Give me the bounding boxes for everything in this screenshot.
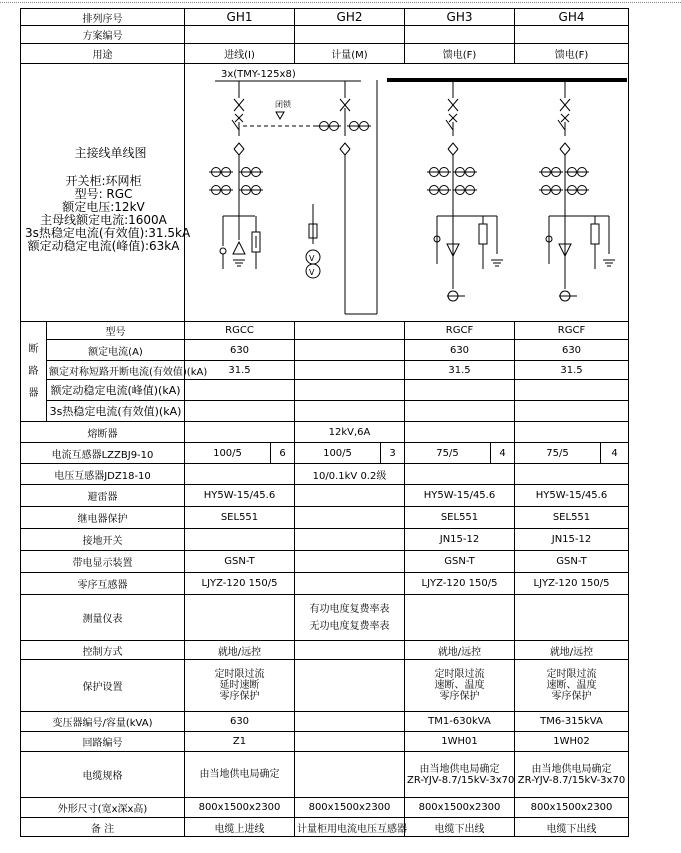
column-use: 馈电(F) [405,44,515,64]
column-id: GH2 [295,9,405,26]
row-label: 3s热稳定电流(有效值)(kA) [47,401,185,422]
feeder-gh4 [539,80,615,301]
row-label: 测量仪表 [21,595,185,641]
column-id: GH1 [185,9,295,26]
row-sequence [21,9,629,26]
row-label: 避雷器 [21,485,185,507]
row-label: 额定电流(A) [47,340,185,361]
row-remarks: 备 注 电缆上进线 计量柜用电流电压互感器 电缆下出线 电缆下出线 [21,818,629,837]
column-id: GH3 [405,9,515,26]
info-line: 主母线额定电流:1600A [40,213,167,227]
info-line: 额定电压:12kV [62,200,145,214]
row-label: 用途 [21,44,185,64]
breaker-row [21,401,629,422]
row-label: 控制方式 [21,641,185,660]
row-label: 备 注 [21,818,185,837]
row-label: 电压互感器JDZ18-10 [21,464,185,485]
row-label: 接地开关 [21,529,185,551]
row-label: 继电器保护 [21,507,185,529]
row-label: 方案编号 [21,26,185,44]
breaker-row: 额定对称短路开断电流(有效值)(kA) 31.5 31.5 31.5 [21,361,629,380]
info-line: 开关柜:环网柜 [65,174,142,188]
breaker-row: 断 路 器 型号 RGCC RGCF RGCF [21,322,629,340]
row-live-indicator: 带电显示装置 GSN-T GSN-T GSN-T [21,551,629,573]
row-current-transformer: 电流互感器LZZBJ9-10 100/5 6 100/5 3 75/5 4 75/5 4 [21,443,629,464]
row-voltage-transformer: 电压互感器JDZ18-10 10/0.1kV 0.2级 [21,464,629,485]
feeder-gh2 [306,80,377,314]
row-arrester: 避雷器 HY5W-15/45.6 HY5W-15/45.6 HY5W-15/45.6 [21,485,629,507]
row-label: 电缆规格 [21,752,185,798]
single-line-diagram-cell [185,64,629,322]
interlock-icon [276,112,284,119]
row-label: 排列序号 [21,9,185,26]
row-label: 带电显示装置 [21,551,185,573]
row-label: 变压器编号/容量(kVA) [21,712,185,732]
info-line: 额定动稳定电流(峰值):63kA [27,239,180,253]
diagram-title: 主接线单线图 [74,146,147,160]
svg-text:V: V [309,254,315,263]
svg-text:V: V [309,268,315,277]
row-control: 控制方式 就地/远控 就地/远控 就地/远控 [21,641,629,660]
page-top-dotted-line [0,2,681,3]
row-label: 零序互感器 [21,573,185,595]
row-label: 额定对称短路开断电流(有效值)(kA) [47,361,185,380]
info-line: 3s热稳定电流(有效值):31.5kA [25,226,191,240]
row-meter: 测量仪表 有功电度复费率表 无功电度复费率表 [21,595,629,641]
feeder-gh3 [427,80,503,301]
row-label: 型号 [47,322,185,340]
row-scheme [21,26,629,44]
single-line-diagram [185,64,629,321]
breaker-side-label: 断 路 器 [21,322,47,422]
row-protection: 保护设置 定时限过流 延时速断 零序保护 定时限过流 速断、温度 零序保护 定时限过流 速断、温度 零序保护 [21,660,629,712]
row-cable: 电缆规格 由当地供电局确定 由当地供电局确定 ZR-YJV-8.7/15kV-3x70 由当地供电局确定 ZR-YJV-8.7/15kV-3x70 [21,752,629,798]
row-label: 保护设置 [21,660,185,712]
column-id: GH4 [515,9,629,26]
row-label: 熔断器 [21,422,185,443]
row-label: 额定动稳定电流(峰值)(kA) [47,380,185,401]
row-earthing-switch: 接地开关 JN15-12 JN15-12 [21,529,629,551]
row-transformer: 变压器编号/容量(kVA) 630 TM1-630kVA TM6-315kVA [21,712,629,732]
row-use [21,44,629,64]
row-relay: 继电器保护 SEL551 SEL551 SEL551 [21,507,629,529]
breaker-row: 额定电流(A) 630 630 630 [21,340,629,361]
column-use: 进线(Ⅰ) [185,44,295,64]
row-fuse: 熔断器 12kV,6A [21,422,629,443]
row-circuit: 回路编号 Z1 1WH01 1WH02 [21,732,629,752]
row-diagram [21,64,629,322]
diagram-info-panel [21,64,191,322]
info-line: 型号: RGC [74,187,133,201]
busbar-label: 3x(TMY-125x8) [221,69,296,80]
row-label: 外形尺寸(宽x深x高) [21,798,185,818]
column-use: 计量(M) [295,44,405,64]
breaker-row [21,380,629,401]
row-label: 回路编号 [21,732,185,752]
row-zero-sequence-ct: 零序互感器 LJYZ-120 150/5 LJYZ-120 150/5 LJYZ-120 150/5 [21,573,629,595]
row-label: 电流互感器LZZBJ9-10 [21,443,185,464]
switchgear-schedule-table [20,8,629,837]
column-use: 馈电(F) [515,44,629,64]
interlock-label: 闭锁 [275,100,291,109]
row-dimensions: 外形尺寸(宽x深x高) 800x1500x2300 800x1500x2300 800x1500x2300 800x1500x2300 [21,798,629,818]
